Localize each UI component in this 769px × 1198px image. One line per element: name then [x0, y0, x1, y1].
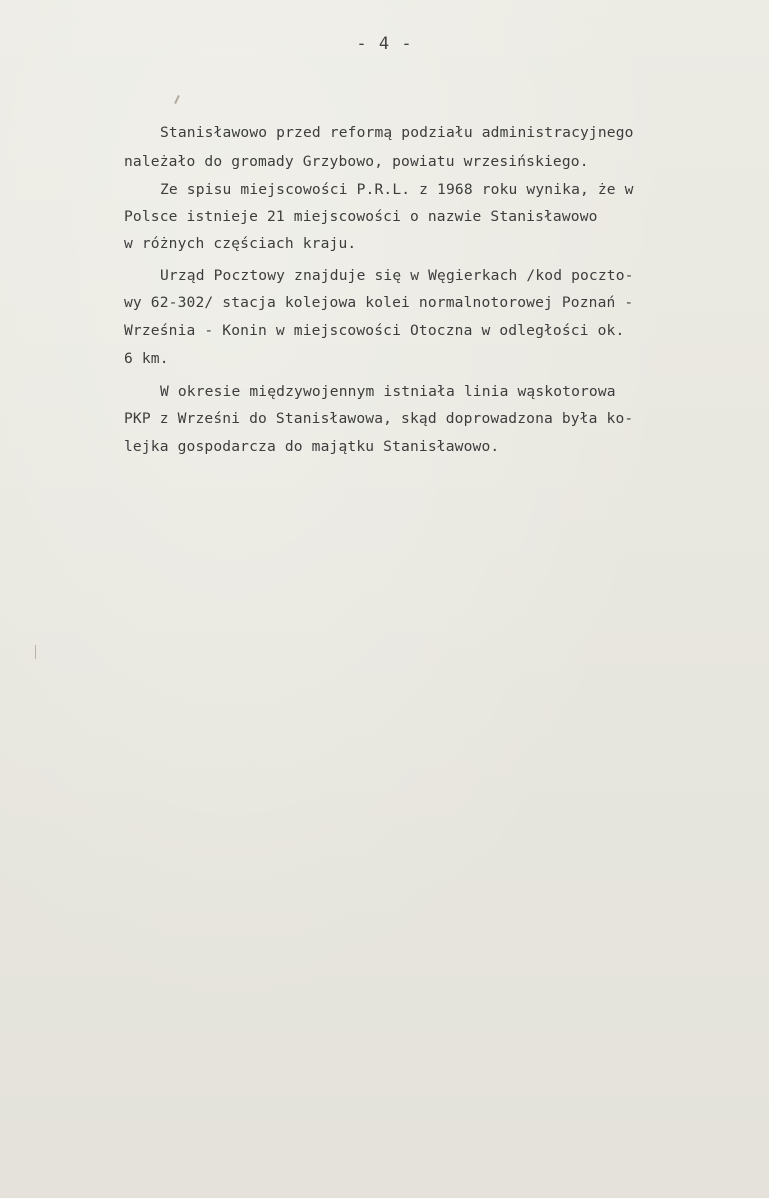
text-line: PKP z Wrześni do Stanisławowa, skąd doprowadzona była ko- — [124, 410, 634, 427]
text-line: należało do gromady Grzybowo, powiatu wrzesińskiego. — [124, 153, 589, 170]
text-line: wy 62-302/ stacja kolejowa kolei normalnotorowej Poznań - — [124, 294, 634, 311]
text-line: W okresie międzywojennym istniała linia wąskotorowa — [160, 383, 616, 400]
text-line: Polsce istnieje 21 miejscowości o nazwie Stanisławowo — [124, 208, 598, 225]
page-number: - 4 - — [356, 34, 413, 54]
text-line: Ze spisu miejscowości P.R.L. z 1968 roku wynika, że w — [160, 181, 634, 198]
text-line: Stanisławowo przed reformą podziału administracyjnego — [160, 124, 634, 141]
text-line: w różnych częściach kraju. — [124, 235, 357, 252]
text-line: Urząd Pocztowy znajduje się w Węgierkach /kod poczto- — [160, 267, 634, 284]
paper-mark — [174, 95, 180, 104]
text-line: Września - Konin w miejscowości Otoczna w odległości ok. — [124, 322, 625, 339]
paper-mark — [35, 645, 36, 659]
text-line: lejka gospodarcza do majątku Stanisławowo. — [124, 438, 500, 455]
text-line: 6 km. — [124, 350, 169, 367]
